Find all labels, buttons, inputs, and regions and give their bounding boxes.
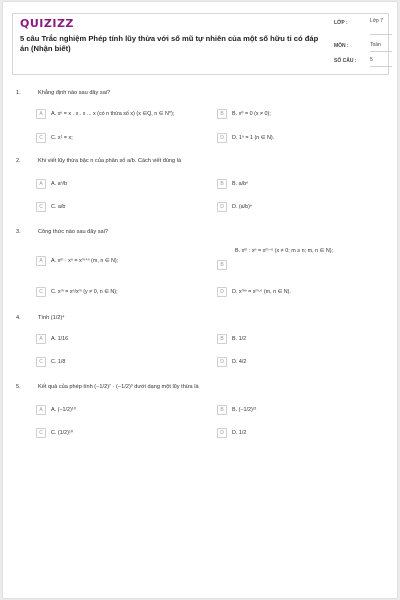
option-letter-box: D [217,133,227,143]
answer-option[interactable] [36,357,65,367]
question-text: Khẳng định nào sau đây sai? [38,90,111,96]
option-text: A. (−1/2)¹⁰ [51,407,76,413]
worksheet-header [12,13,389,75]
question-text: Công thức nào sau đây sai? [38,229,108,235]
option-letter-box: A [36,256,46,266]
answer-option[interactable] [36,334,68,344]
option-letter-box: C [36,287,46,297]
option-text: C. x¹ = x; [51,135,73,141]
answer-option[interactable] [36,256,118,266]
answer-option[interactable] [36,428,73,438]
answer-option[interactable] [217,334,246,344]
question-count-value: 5 [370,57,373,63]
grade-value: Lớp 7 [370,18,384,24]
answer-option[interactable] [217,179,248,189]
grade-label: LỚP : [334,20,348,26]
answer-option[interactable] [217,405,256,415]
option-text: C. (1/2)¹⁰ [51,430,73,436]
option-letter-box: B [217,260,227,270]
question-number: 1. [16,90,21,96]
option-text: B. (−1/2)²¹ [232,407,257,413]
question-count-underline [370,66,392,67]
option-text: C. xᵐ = xⁿ/xᵐ (y ≠ 0, n ∈ N); [51,289,118,295]
option-text: D. 4/2 [232,359,247,365]
subject-label: MÔN : [334,43,349,49]
answer-option[interactable] [217,109,271,119]
option-letter-box: C [36,133,46,143]
option-text: B. 1/2 [232,336,247,342]
option-letter-box: B [217,334,227,344]
option-text: A. 1/16 [51,336,69,342]
option-letter-box: D [217,287,227,297]
option-text: A. xᵐ · xⁿ = xᵐ⁺ⁿ (m, n ∈ N); [51,258,119,264]
question-text: Khi viết lũy thừa bậc n của phân số a/b. Cách viết đúng là [38,158,182,164]
answer-option[interactable] [36,109,174,119]
option-text: B. a/bⁿ [232,181,249,187]
answer-option[interactable] [217,357,246,367]
option-letter-box: D [217,202,227,212]
answer-option[interactable] [36,133,73,143]
option-text: D. xᵐⁿ = xᵐ·ⁿ (m, n ∈ N). [232,289,291,295]
option-text: D. 1ⁿ = 1 (n ∈ N). [232,135,275,141]
option-text: B. x⁰ = 0 (x ≠ 0); [232,111,271,117]
option-letter-box: D [217,428,227,438]
answer-option[interactable] [217,287,291,297]
option-text: D. (a/b)ⁿ [232,204,252,210]
document-title: 5 câu Trắc nghiệm Phép tính lũy thừa với số mũ tự nhiên của một số hữu tỉ có đáp án (Nhận biết) [20,34,319,53]
grade-underline [370,34,392,35]
worksheet-page [3,2,397,598]
option-letter-box: A [36,334,46,344]
option-text: C. a/b [51,204,66,210]
answer-option[interactable] [217,428,246,438]
option-text: D. 1/2 [232,430,247,436]
question-text: Kết quả của phép tính (−1/2)⁷ · (−1/2)³ dưới dạng một lũy thừa là [38,384,199,390]
option-letter-box: C [36,202,46,212]
option-text: B. xᵐ : xⁿ = xᵐ⁻ⁿ (x ≠ 0; m ≥ n; m, n ∈ N); [235,248,334,254]
answer-option[interactable] [217,133,274,143]
option-letter-box: A [36,109,46,119]
question-number: 3. [16,229,21,235]
option-text: A. xⁿ = x . x . x ... x (có n thừa số x) (x ∈Q, n ∈ N*); [51,111,175,117]
option-letter-box: A [36,405,46,415]
option-letter-box: B [217,109,227,119]
question-number: 2. [16,158,21,164]
option-letter-box: C [36,357,46,367]
option-text: A. aⁿ/b [51,181,68,187]
option-letter-box: A [36,179,46,189]
option-letter-box: D [217,357,227,367]
answer-option[interactable] [217,248,334,270]
question-number: 4. [16,315,21,321]
quizizz-logo: QUIZIZZ [20,17,74,30]
answer-option[interactable] [36,287,118,297]
option-letter-box: B [217,179,227,189]
answer-option[interactable] [36,405,76,415]
option-text: C. 1/8 [51,359,66,365]
subject-underline [370,51,392,52]
answer-option[interactable] [217,202,252,212]
option-letter-box: C [36,428,46,438]
option-letter-box: B [217,405,227,415]
answer-option[interactable] [36,202,65,212]
answer-option[interactable] [36,179,67,189]
question-count-label: SỐ CÂU : [334,58,357,64]
question-text: Tính (1/2)⁴ [38,315,65,321]
subject-value: Toán [370,42,381,48]
question-number: 5. [16,384,21,390]
